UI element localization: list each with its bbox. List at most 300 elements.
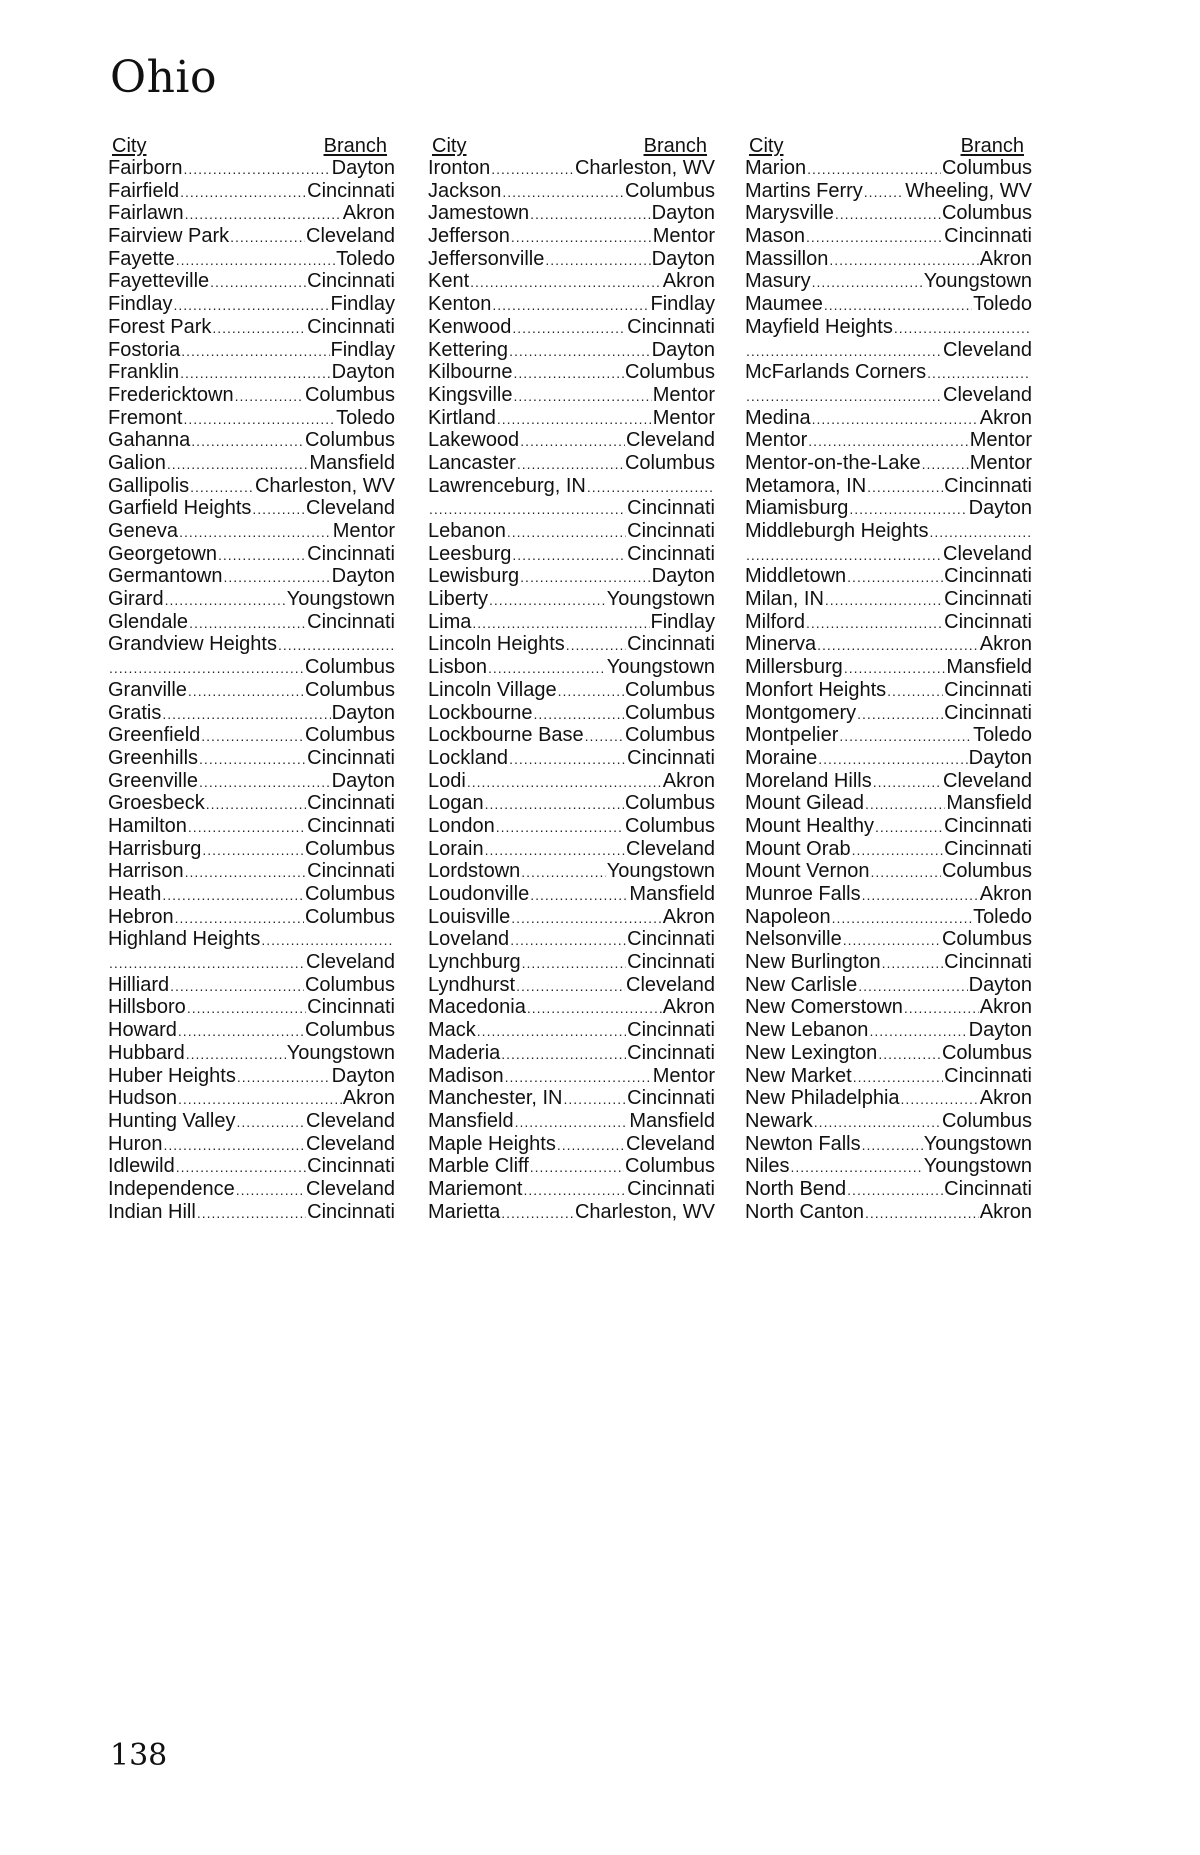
branch-name: Columbus [624,179,715,202]
directory-row [108,770,395,793]
city-name: Mount Healthy [745,814,874,837]
directory-row [428,679,715,702]
dot-leader [488,657,606,679]
city-name: Hebron [108,905,174,928]
dot-leader [485,839,625,861]
branch-name: Mentor [652,383,715,406]
city-name: New Comerstown [745,996,903,1019]
branch-name: Akron [979,633,1032,656]
city-name: Mariemont [428,1177,523,1200]
city-name: Mount Vernon [745,860,870,883]
directory-row [108,1201,395,1224]
city-name: Millersburg [745,656,843,679]
directory-row [745,565,1032,588]
dot-leader [472,612,649,634]
directory-row [745,202,1032,225]
city-name: Loveland [428,928,510,951]
dot-leader [790,1156,922,1178]
dot-leader [176,1156,306,1178]
branch-name: Dayton [651,202,715,225]
branch-name: Findlay [650,293,715,316]
directory-row [108,475,395,498]
city-name: Mount Orab [745,837,851,860]
directory-list [745,157,1032,1223]
directory-row [745,1133,1032,1156]
directory-row [428,270,715,293]
dot-leader [206,793,306,815]
dot-leader [224,566,331,588]
directory-row [745,633,1032,656]
city-name: Fairborn [108,157,183,179]
branch-header: Branch [643,135,707,157]
branch-name: Cincinnati [944,701,1032,724]
directory-row [428,225,715,248]
city-name: Hilliard [108,973,170,996]
dot-leader [847,566,943,588]
directory-row [428,928,715,951]
directory-row [108,180,395,203]
city-name: Lakewood [428,429,520,452]
directory-row [745,293,1032,316]
branch-name: Youngstown [923,1155,1032,1178]
directory-row [428,180,715,203]
dot-leader [197,1202,306,1224]
branch-name: Cincinnati [627,315,715,338]
branch-name: Toledo [336,247,395,270]
dot-leader [237,1066,331,1088]
directory-row [428,996,715,1019]
dot-leader [485,793,624,815]
branch-name: Charleston, WV [254,474,395,497]
directory-row [745,225,1032,248]
city-name: Lincoln Village [428,678,557,701]
dot-leader [173,294,329,316]
city-name: Nelsonville [745,928,842,951]
directory-row [745,974,1032,997]
branch-name: Cincinnati [944,951,1032,974]
branch-name: Cincinnati [307,792,395,815]
city-name: Marion [745,157,807,179]
city-name: Kenwood [428,315,512,338]
city-name: Maderia [428,1041,501,1064]
dot-leader [179,521,332,543]
city-name: New Market [745,1064,852,1087]
branch-name: Toledo [973,724,1032,747]
city-name: Fayette [108,247,175,270]
directory-row [428,883,715,906]
dot-leader [236,1111,305,1133]
city-name: Findlay [108,293,173,316]
branch-name: Cincinnati [627,1177,715,1200]
city-name: Huron [108,1132,163,1155]
branch-name: Akron [662,996,715,1019]
branch-name: Cleveland [306,225,395,248]
directory-row [745,157,1032,180]
branch-name: Dayton [331,565,395,588]
branch-name: Columbus [624,724,715,747]
city-name: Glendale [108,610,189,633]
directory-row [108,1133,395,1156]
city-name: McFarlands Corners [745,361,927,384]
branch-name: Columbus [624,814,715,837]
dot-leader [929,521,1031,543]
dot-leader [109,952,305,974]
city-name: Napoleon [745,905,831,928]
city-name: Franklin [108,361,180,384]
branch-name: Dayton [968,746,1032,769]
city-name: Jackson [428,179,502,202]
directory-row [428,860,715,883]
directory-row [428,293,715,316]
branch-name: Cleveland [943,769,1032,792]
branch-name: Mentor [332,520,395,542]
city-name: Lincoln Heights [428,633,565,656]
city-name: Lebanon [428,520,506,542]
branch-name: Columbus [304,656,395,679]
branch-name: Charleston, WV [574,1200,715,1223]
dot-leader [510,929,626,951]
branch-name: Dayton [331,1064,395,1087]
branch-name: Cincinnati [944,837,1032,860]
directory-row [428,157,715,180]
dot-leader [527,997,662,1019]
directory-row [108,248,395,271]
branch-name: Cincinnati [307,860,395,883]
dot-leader [564,1088,627,1110]
city-name: Montgomery [745,701,857,724]
dot-leader [887,680,943,702]
directory-row [428,724,715,747]
dot-leader [530,203,650,225]
dot-leader [864,181,904,203]
branch-name: Columbus [624,361,715,384]
directory-row [108,384,395,407]
dot-leader [513,385,651,407]
city-name: Lorain [428,837,484,860]
branch-name: Columbus [304,678,395,701]
city-name: Kirtland [428,406,496,429]
city-name: Fairview Park [108,225,230,248]
directory-column-3 [745,134,1032,1223]
branch-name: Cleveland [626,973,715,996]
branch-name: Akron [979,883,1032,905]
branch-name: Mansfield [309,451,395,474]
branch-name: Cleveland [943,542,1032,565]
city-name: North Canton [745,1200,864,1223]
city-name: Marble Cliff [428,1155,529,1178]
directory-row [428,543,715,566]
dot-leader [512,544,626,566]
city-name: New Lexington [745,1041,878,1064]
branch-name: Columbus [304,905,395,928]
directory-row [745,316,1032,339]
directory-row [108,883,395,906]
city-name: Lodi [428,769,466,792]
dot-leader [181,340,329,362]
directory-row [108,1178,395,1201]
dot-leader [162,884,304,906]
city-name: Martins Ferry [745,179,863,202]
city-name: Milford [745,610,806,633]
directory-row [745,679,1032,702]
dot-leader [523,1179,626,1201]
branch-name: Dayton [968,1019,1032,1042]
dot-leader [517,453,624,475]
dot-leader [849,498,967,520]
city-name: Hubbard [108,1041,185,1064]
directory-row [745,951,1032,974]
city-name: Fredericktown [108,383,234,406]
dot-leader [530,1156,624,1178]
branch-name: Cincinnati [944,814,1032,837]
dot-leader [509,340,651,362]
branch-name: Cincinnati [944,474,1032,497]
dot-leader [878,1043,941,1065]
dot-leader [180,362,330,384]
branch-name: Findlay [330,293,395,316]
directory-row [428,429,715,452]
branch-name: Cincinnati [944,1064,1032,1087]
dot-leader [470,271,662,293]
branch-name: Youngstown [286,1041,395,1064]
directory-row [108,1155,395,1178]
directory-row [108,270,395,293]
dot-leader [512,317,626,339]
branch-name: Mansfield [629,883,715,905]
directory-row [428,361,715,384]
city-name: Lockbourne Base [428,724,584,747]
directory-row [108,520,395,543]
dot-leader [530,884,628,906]
column-header [108,134,395,157]
city-name: Loudonville [428,883,530,905]
directory-row [428,452,715,475]
branch-name: Mentor [652,1064,715,1087]
branch-name: Cleveland [306,1177,395,1200]
branch-name: Cleveland [626,837,715,860]
page-number: 138 [110,1738,168,1773]
dot-leader [824,294,972,316]
city-name: Independence [108,1177,235,1200]
branch-name: Columbus [941,860,1032,883]
directory-row [745,656,1032,679]
dot-leader [187,997,306,1019]
directory-row [428,611,715,634]
city-name: Jamestown [428,202,530,225]
city-name: Manchester, IN [428,1087,563,1110]
dot-leader [109,657,304,679]
city-name: Ironton [428,157,491,179]
city-name: Minerva [745,633,817,656]
directory-row [745,611,1032,634]
dot-leader [558,680,624,702]
branch-name: Columbus [941,202,1032,225]
dot-leader [869,1020,967,1042]
directory-row [108,838,395,861]
directory-row [428,1087,715,1110]
city-name: Huber Heights [108,1064,236,1087]
city-name: Middleburgh Heights [745,520,929,542]
directory-row [108,928,395,951]
city-name: Mayfield Heights [745,315,893,338]
dot-leader [489,589,606,611]
directory-row [108,974,395,997]
directory-row [745,1178,1032,1201]
city-name: Logan [428,792,484,815]
branch-name: Akron [662,769,715,792]
city-name: Mack [428,1019,476,1042]
branch-name: Dayton [331,701,395,724]
branch-name: Cincinnati [944,565,1032,588]
city-name: Mount Gilead [745,792,864,815]
branch-name: Columbus [304,883,395,905]
city-header: City [749,135,784,157]
dot-leader [875,816,943,838]
dot-leader [545,249,650,271]
city-name: Lewisburg [428,565,520,588]
dot-leader [163,1134,305,1156]
dot-leader [832,907,972,929]
dot-leader [865,1202,979,1224]
dot-leader [904,997,979,1019]
directory-row [745,860,1032,883]
dot-leader [511,226,652,248]
dot-leader [491,158,574,180]
dot-leader [235,385,304,407]
dot-leader [812,408,979,430]
city-name: Germantown [108,565,223,588]
branch-name: Toledo [336,406,395,429]
city-name: Miamisburg [745,497,849,520]
city-name: Lisbon [428,656,487,679]
city-name: Mansfield [428,1109,514,1132]
city-name: Jeffersonville [428,247,545,270]
dot-leader [871,861,941,883]
branch-name: Youngstown [606,860,715,883]
branch-name: Columbus [304,724,395,747]
city-name: Hamilton [108,814,187,837]
directory-row [745,1201,1032,1224]
directory-row [108,815,395,838]
directory-row [428,407,715,430]
city-name: Newark [745,1109,813,1132]
branch-name: Columbus [624,701,715,724]
directory-row [428,1065,715,1088]
branch-name: Findlay [330,338,395,361]
city-name: Hillsboro [108,996,186,1019]
directory-row [108,679,395,702]
dot-leader [839,725,972,747]
directory-row [428,1019,715,1042]
directory-row [428,792,715,815]
dot-leader [873,771,942,793]
dot-leader [502,181,624,203]
city-name: Galion [108,451,166,474]
branch-name: Cincinnati [307,814,395,837]
city-name: Fayetteville [108,270,210,293]
branch-name: Toledo [973,293,1032,316]
directory-row [745,1042,1032,1065]
city-name: Lancaster [428,451,516,474]
directory-row [108,565,395,588]
directory-row [745,770,1032,793]
branch-name: Mentor [969,429,1032,452]
directory-row [428,1178,715,1201]
city-name: Massillon [745,247,829,270]
branch-name: Mansfield [946,656,1032,679]
branch-name: Cleveland [306,1132,395,1155]
dot-leader [853,1066,943,1088]
branch-name: Cleveland [306,497,395,520]
dot-leader [852,839,944,861]
directory-row [428,1155,715,1178]
dot-leader [515,1111,629,1133]
directory-row [745,475,1032,498]
dot-leader [520,430,625,452]
directory-row [108,293,395,316]
directory-row [745,702,1032,725]
city-name: Lyndhurst [428,973,516,996]
branch-name: Dayton [331,157,395,179]
city-name: Hudson [108,1087,177,1110]
dot-leader [858,975,967,997]
branch-name: Mansfield [946,792,1032,815]
directory-row [108,407,395,430]
city-name: Grandview Heights [108,633,277,656]
branch-name: Columbus [304,429,395,452]
directory-row [108,1042,395,1065]
directory-column-1 [108,134,395,1223]
dot-leader [514,362,624,384]
city-name: Harrison [108,860,184,883]
branch-name: Wheeling, WV [905,179,1032,202]
city-name: Middletown [745,565,847,588]
directory-row [745,407,1032,430]
dot-leader [180,181,306,203]
dot-leader [210,271,306,293]
directory-row [745,747,1032,770]
city-name: Macedonia [428,996,526,1019]
directory-row [745,588,1032,611]
branch-name: Columbus [941,157,1032,179]
dot-leader [927,362,1031,384]
directory-row [108,702,395,725]
dot-leader [509,748,626,770]
branch-name: Cincinnati [627,633,715,656]
directory-row [745,996,1032,1019]
column-header [745,134,1032,157]
city-name: Mentor [745,429,808,452]
directory-row [108,611,395,634]
city-name: Fairlawn [108,202,184,225]
dot-leader [847,1179,943,1201]
branch-name: Mansfield [629,1109,715,1132]
dot-leader [557,1134,625,1156]
directory-row [108,543,395,566]
city-name: Lynchburg [428,951,521,974]
branch-name: Cincinnati [627,542,715,565]
city-name: Idlewild [108,1155,175,1178]
branch-name: Columbus [304,1019,395,1042]
directory-row [428,702,715,725]
dot-leader [882,952,944,974]
directory-row [745,1155,1032,1178]
city-name: Highland Heights [108,928,261,951]
directory-row [108,633,395,656]
city-name: Madison [428,1064,504,1087]
city-name: Gratis [108,701,162,724]
branch-name: Cincinnati [627,520,715,542]
